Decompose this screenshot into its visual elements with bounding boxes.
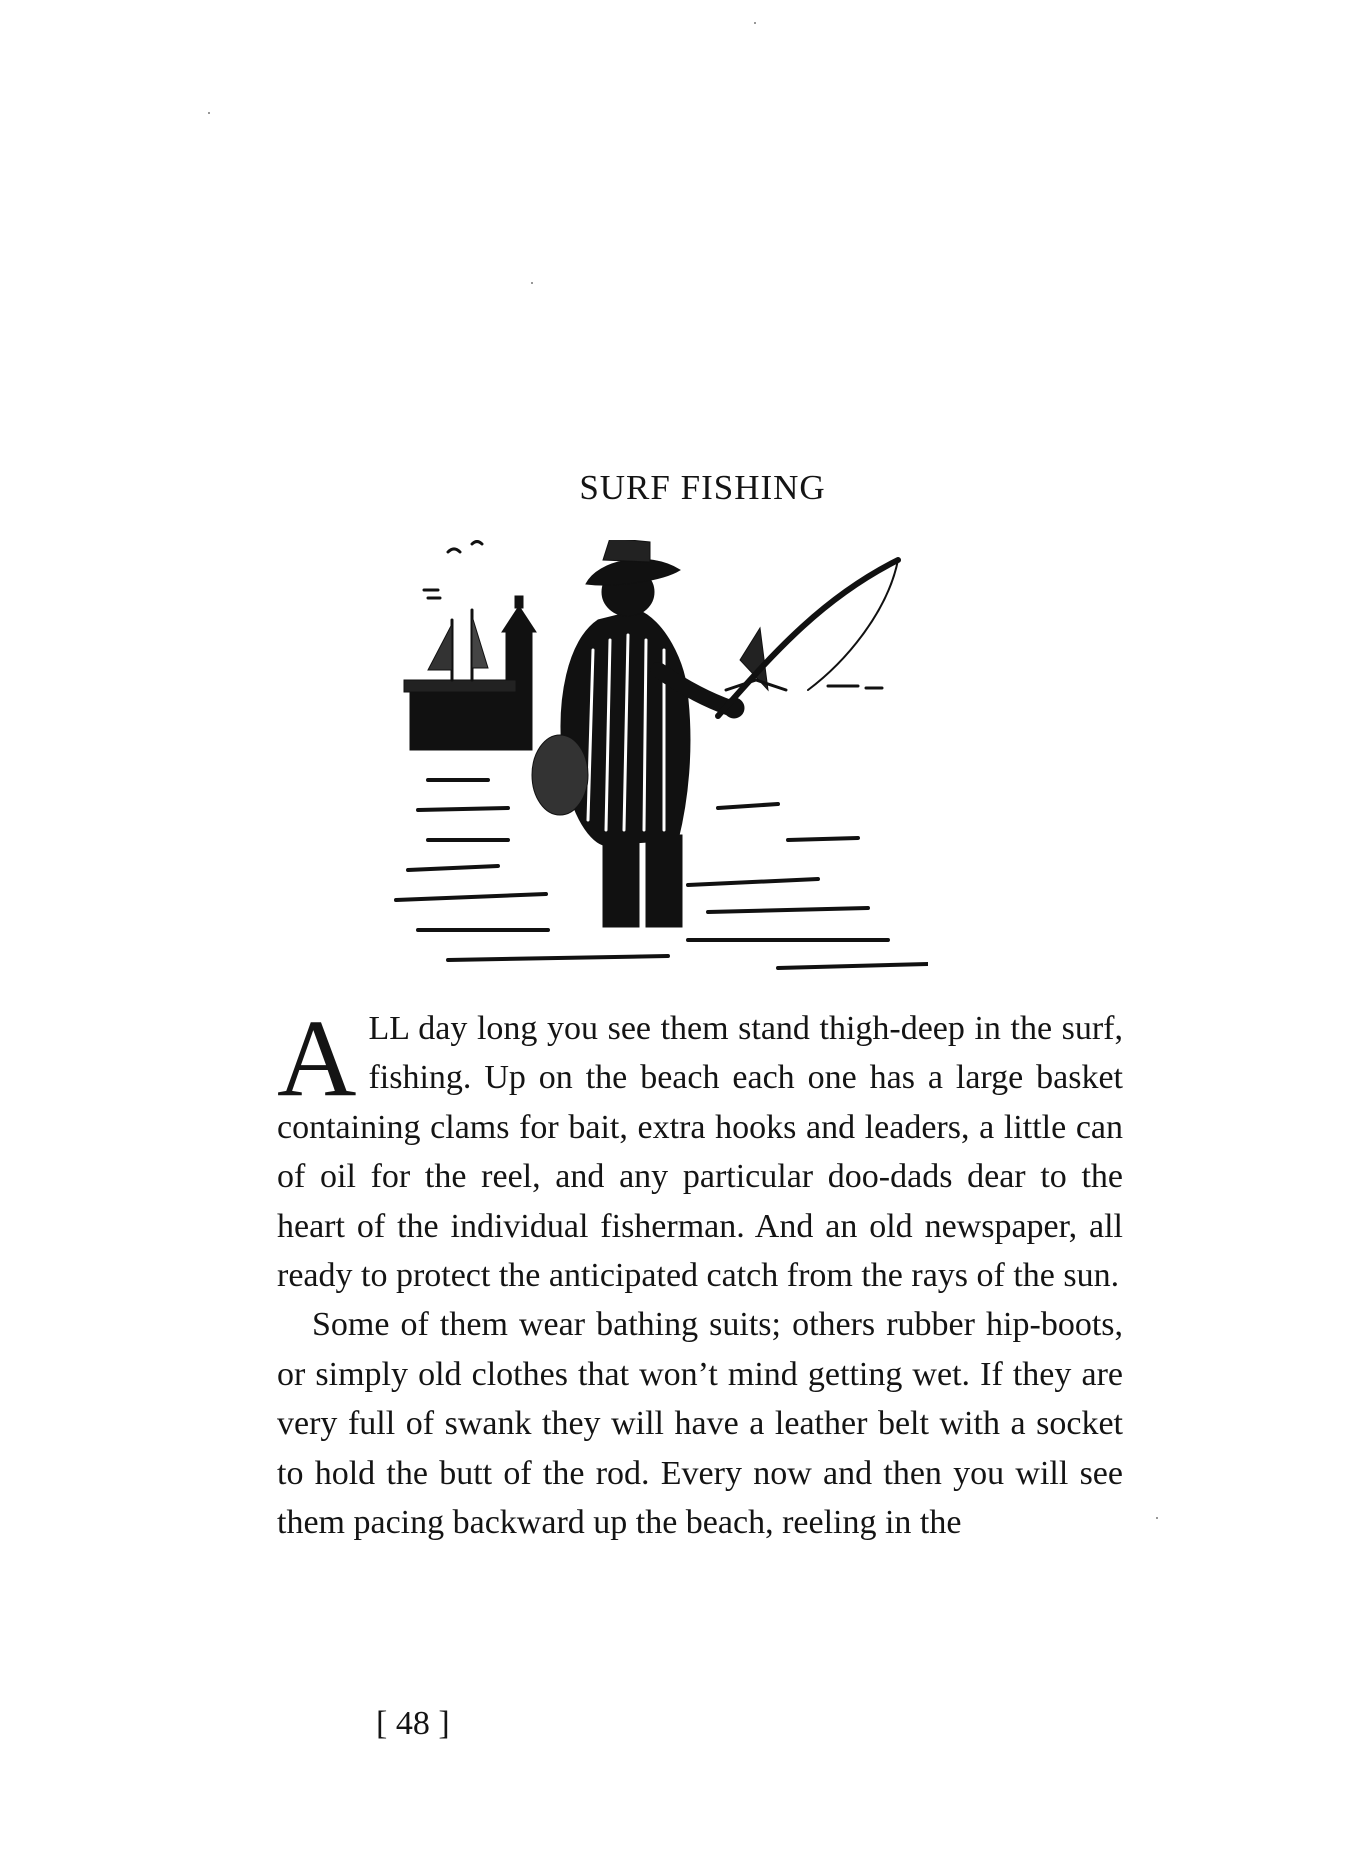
paragraph-text: Some of them wear bathing suits; others rubber hip-boots, or simply old clothes that won’t mind getting wet. If they are very full of swank they will have a leather belt with a socket to hold the butt of the rod. Every now and then you will see them pacing backward up the beach, reeling in the: [277, 1306, 1123, 1542]
scan-speck: [1156, 1517, 1158, 1519]
page-number: [ 48 ]: [376, 1705, 450, 1742]
paragraph: [277, 997, 1123, 1300]
scan-speck: [754, 22, 756, 24]
paragraph-text: LL day long you see them stand thigh-deep in the surf, fishing. Up on the beach each one has a large basket containing clams for bait, extra hooks and leaders, a little can of oil for the reel, and any particular doo-dads dear to the heart of the individual fisherman. And an old newspaper, all ready to protect the anticipated catch from the rays of the sun.: [277, 1010, 1123, 1295]
scan-speck: [208, 112, 210, 114]
chapter-title: SURF FISHING: [579, 468, 826, 507]
paragraph: [277, 1300, 1123, 1547]
scan-speck: [531, 282, 533, 284]
drop-cap: A: [277, 997, 357, 1119]
body-text: [277, 997, 1123, 1547]
surf-fisherman-illustration-icon: [388, 540, 928, 980]
